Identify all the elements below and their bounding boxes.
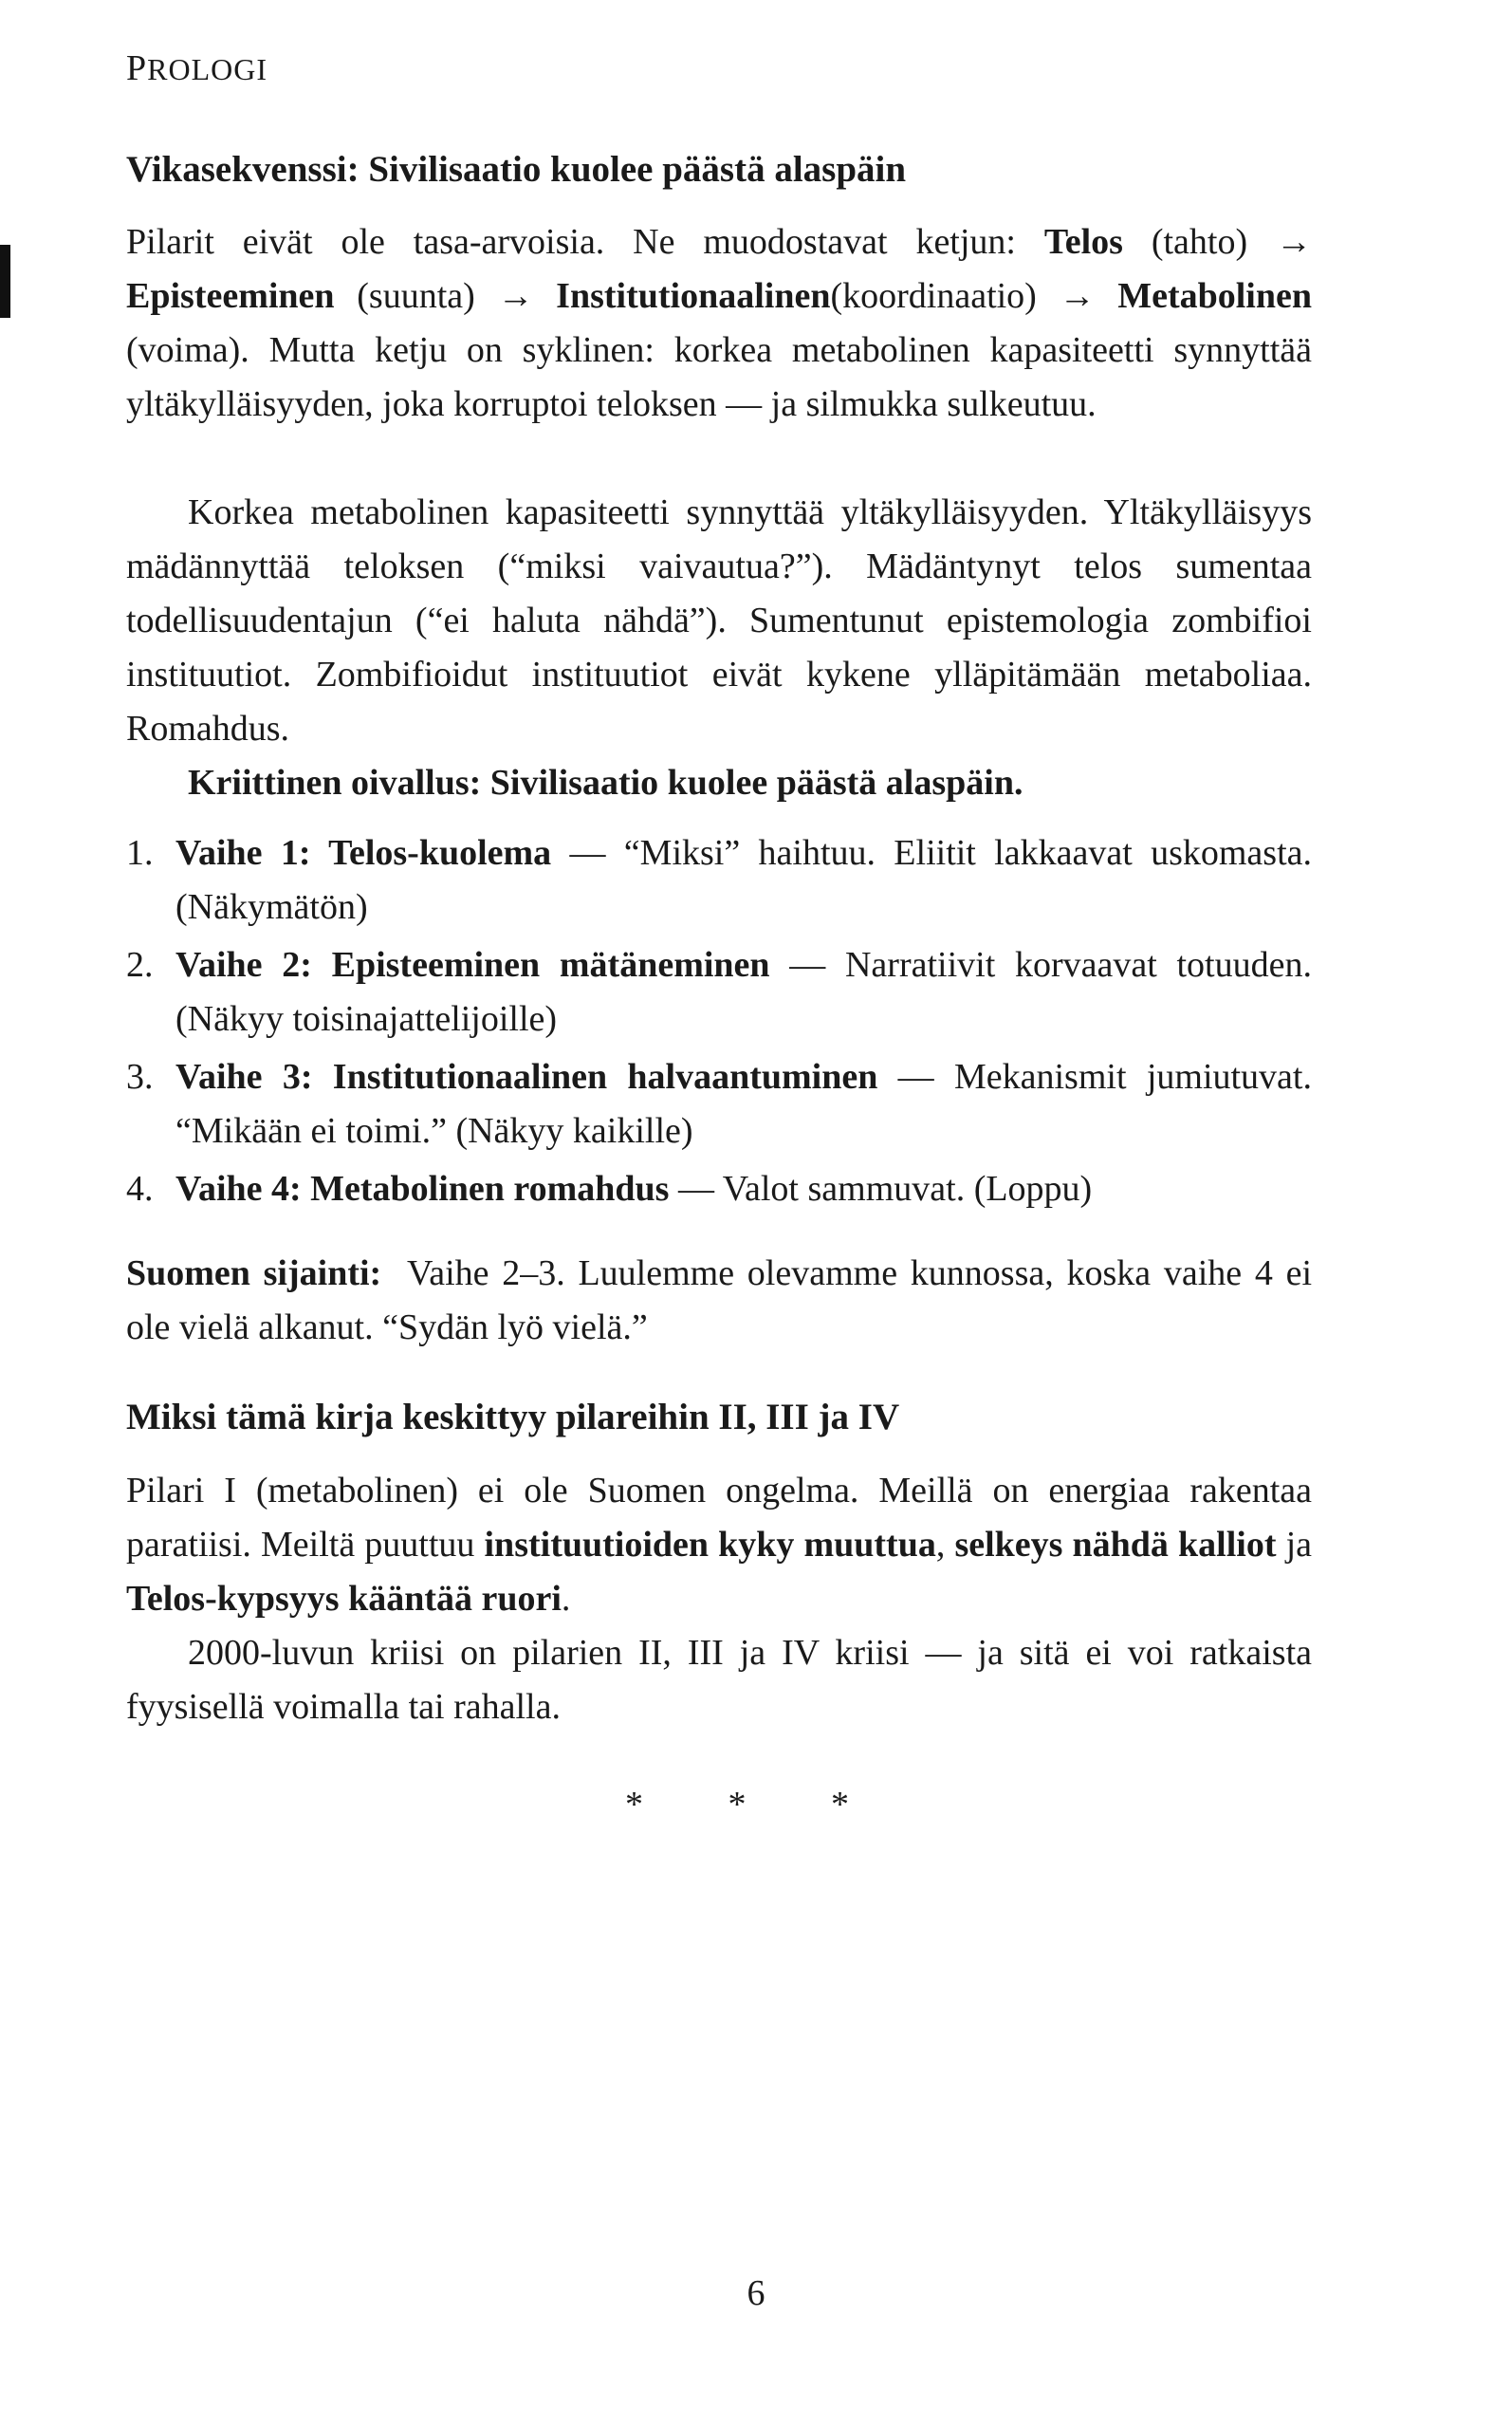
finland-location: Suomen sijainti: Vaihe 2–3. Luulemme olevamme kunnossa, koska vaihe 4 ei ole vielä alkanut. “Sydän lyö vielä.” (126, 1253, 1321, 1347)
section-heading-failure-sequence: Vikasekvenssi: Sivilisaatio kuolee päästä alaspäin (126, 149, 907, 190)
section-heading-why-pillars: Miksi tämä kirja keskittyy pilareihin II, III ja IV (126, 1397, 900, 1437)
paragraph-finland-problem: Pilari I (metabolinen) ei ole Suomen ongelma. Meillä on energiaa rakentaa paratiisi. Meiltä puuttuu instituutioiden kyky muuttua, selkeys nähdä kalliot ja Telos-kypsyys kääntää ruori. (126, 1471, 1312, 1619)
paragraph-decay-cycle: Korkea metabolinen kapasiteetti synnyttää yltäkylläisyyden. Yltäkylläisyys mädännyttää teloksen (“miksi vaivautua?”). Mädäntynyt telos sumentaa todellisuudentajun (“ei haluta nähdä”). Sumentunut epistemologia zombifioi instituutiot. Zombifioidut instituutiot eivät kykene ylläpitämään metaboliaa. Romahdus. (126, 492, 1312, 749)
phase-item: 4. Vaihe 4: Metabolinen romahdus — Valot sammuvat. (Loppu) (126, 1169, 1093, 1209)
paragraph-pillar-chain: Pilarit eivät ole tasa-arvoisia. Ne muodostavat ketjun: Telos (tahto) → Episteeminen (suunta) → Institutionaalinen(koordinaatio) → Metabolinen (voima). Mutta ketju on syklinen: korkea metabolinen kapasiteetti synnyttää yltäkylläisyyden, joka korruptoi teloksen — ja silmukka sulkeutuu. (126, 222, 1312, 424)
paragraph-crisis: 2000-luvun kriisi on pilarien II, III ja IV kriisi — ja sitä ei voi ratkaista fyysisellä voimalla tai rahalla. (126, 1633, 1312, 1727)
phase-item: 3. Vaihe 3: Institutionaalinen halvaantuminen — Mekanismit jumiutuvat. “Mikään ei toimi.” (Näkyy kaikille) (126, 1057, 1312, 1151)
phase-item: 1. Vaihe 1: Telos-kuolema — “Miksi” haihtuu. Eliitit lakkaavat uskomasta. (Näkymätön) (126, 833, 1312, 927)
section-separator: * * * (625, 1785, 887, 1825)
phase-item: 2. Vaihe 2: Episteeminen mätäneminen — Narratiivit korvaavat totuuden. (Näkyy toisinajattelijoille) (126, 945, 1312, 1039)
page-number: 6 (747, 2273, 765, 2313)
critical-insight: Kriittinen oivallus: Sivilisaatio kuolee päästä alaspäin. (188, 763, 1023, 803)
change-bar (0, 245, 10, 318)
running-header: PROLOGI (126, 48, 268, 88)
